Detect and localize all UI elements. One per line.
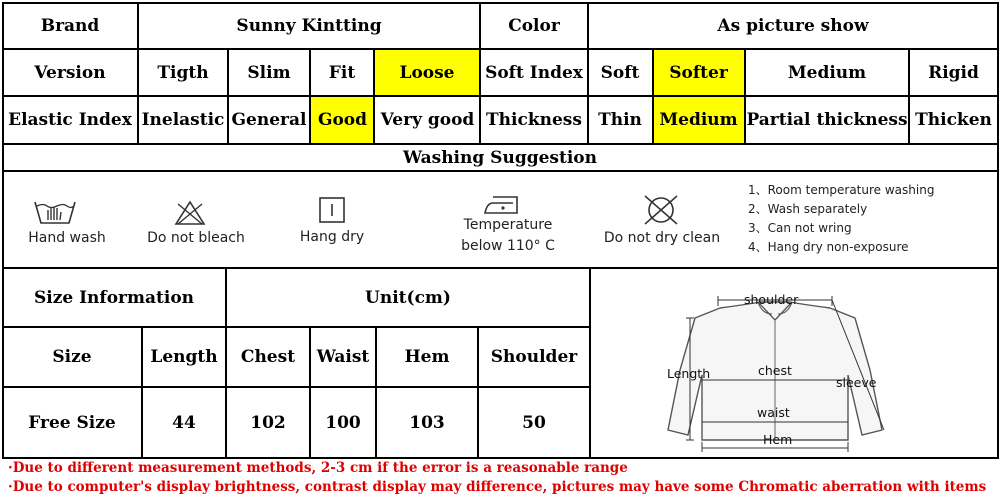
hand-wash-label: Hand wash [28,230,106,246]
washing-note: 1、Room temperature washing [748,183,935,197]
washing-suggestion-title: Washing Suggestion [403,147,597,168]
soft-option: Rigid [928,62,979,83]
color-label: Color [508,15,560,36]
footer-note-color: ·Due to computer's display brightness, contrast display may difference, pictures may have some Chromatic aberration with items [8,479,987,495]
hang-dry-icon [318,196,346,224]
size-cell: 44 [172,413,196,433]
washing-note: 4、Hang dry non-exposure [748,240,909,254]
size-header: Hem [404,347,450,367]
version-option: Fit [328,62,356,83]
soft-option: Soft [600,62,640,83]
iron-icon [483,193,529,215]
color-value: As picture show [717,15,869,36]
thickness-label: Thickness [486,110,582,130]
size-cell: 102 [250,413,286,433]
soft-option: Medium [787,62,867,83]
size-cell: 50 [522,413,546,433]
washing-note: 3、Can not wring [748,221,852,235]
diagram-label-sleeve: sleeve [836,375,877,390]
size-information-title: Size Information [33,287,195,308]
size-cell: 100 [325,413,361,433]
footer-note-measurement: ·Due to different measurement methods, 2-3 cm if the error is a reasonable range [8,460,628,476]
thickness-option: Thicken [915,110,992,130]
iron-temperature-value: below 110° C [461,238,555,254]
elastic-option: Very good [380,110,475,130]
hang-dry-label: Hang dry [299,229,365,245]
brand-label: Brand [40,15,100,36]
do-not-dry-clean-label: Do not dry clean [603,230,721,246]
diagram-label-shoulder: shoulder [744,292,799,307]
elastic-index-label: Elastic Index [8,110,132,130]
thickness-option-selected: Medium [653,97,744,143]
diagram-label-waist: waist [757,405,790,420]
thickness-option: Partial thickness [746,110,908,130]
version-label: Version [34,62,106,83]
soft-index-label: Soft Index [485,62,583,83]
washing-note: 2、Wash separately [748,202,868,216]
diagram-label-chest: chest [758,363,792,378]
size-cell: 103 [409,413,445,433]
size-header: Size [52,347,92,367]
soft-option-selected: Softer [653,50,744,95]
size-header: Chest [240,347,296,367]
do-not-bleach-label: Do not bleach [147,230,245,246]
elastic-option-selected: Good [311,97,374,143]
do-not-bleach-icon [174,200,206,226]
elastic-option: General [231,110,307,130]
size-header: Waist [316,347,370,367]
hand-wash-icon [33,196,77,226]
size-cell: Free Size [28,413,116,433]
washing-notes [748,181,934,257]
size-header: Length [150,347,218,367]
brand-value: Sunny Kintting [236,15,382,36]
version-option-selected: Loose [375,50,479,95]
diagram-label-length: Length [667,366,711,381]
do-not-dry-clean-icon [641,194,681,226]
elastic-option: Inelastic [141,110,225,130]
diagram-label-hem: Hem [763,432,793,447]
iron-temperature-label: Temperature [463,217,553,233]
version-option: Tigth [157,62,209,83]
version-option: Slim [247,62,291,83]
size-header: Shoulder [490,347,578,367]
thickness-option: Thin [598,110,642,130]
size-unit: Unit(cm) [365,287,451,308]
